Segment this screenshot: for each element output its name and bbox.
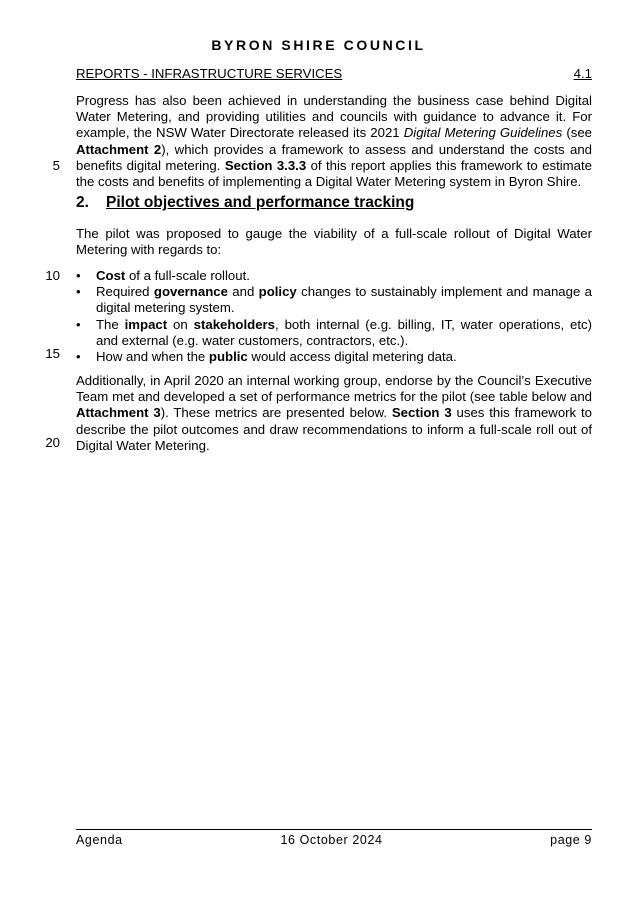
section-heading [76, 194, 414, 212]
section-heading-number: 2. [76, 194, 89, 211]
objective-list [76, 268, 592, 365]
pilot-paragraph: The pilot was proposed to gauge the viability of a full-scale rollout of Digital Water Metering with regards to: [76, 226, 592, 258]
line-number: 20 [45, 435, 60, 450]
section-header: REPORTS - INFRASTRUCTURE SERVICES [76, 66, 343, 81]
list-item: • How and when the public would access digital metering data. [76, 349, 457, 365]
footer-date: 16 October 2024 [280, 833, 383, 847]
council-name: BYRON SHIRE COUNCIL [211, 37, 426, 53]
section-number: 4.1 [573, 66, 592, 81]
closing-paragraph: Additionally, in April 2020 an internal working group, endorse by the Council’s Executive Team met and developed a set of performance metrics for the pilot (see table below and Attachment 3). These metrics are presented below. Section 3 uses this framework to describe the pilot outcomes and draw recommendations to inform a full-scale roll out of Digital Water Metering. [76, 373, 592, 453]
intro-paragraph: Progress has also been achieved in understanding the business case behind Digital Water Metering, and providing utilities and councils with guidance to advance it. For example, the NSW Water Directorate released its 2021 Digital Metering Guidelines (see Attachment 2), which provides a framework to assess and understand the costs and benefits digital metering. Section 3.3.3 of this report applies this framework to estimate the costs and benefits of implementing a Digital Water Metering system in Byron Shire. [76, 93, 592, 190]
list-item: • Cost of a full-scale rollout. [76, 268, 250, 283]
section-heading-text: Pilot objectives and performance tracking [106, 194, 415, 211]
footer-page-number: page 9 [550, 833, 592, 847]
list-item: • Required governance and policy changes to sustainably implement and manage a digital metering system. [76, 284, 592, 316]
line-number: 5 [52, 158, 60, 173]
line-number: 10 [45, 268, 60, 283]
footer-divider [76, 829, 592, 830]
line-number: 15 [45, 346, 60, 361]
footer-left: Agenda [76, 833, 123, 847]
list-item: • The impact on stakeholders, both internal (e.g. billing, IT, water operations, etc) and external (e.g. water customers, contractors, etc.). [76, 316, 593, 348]
